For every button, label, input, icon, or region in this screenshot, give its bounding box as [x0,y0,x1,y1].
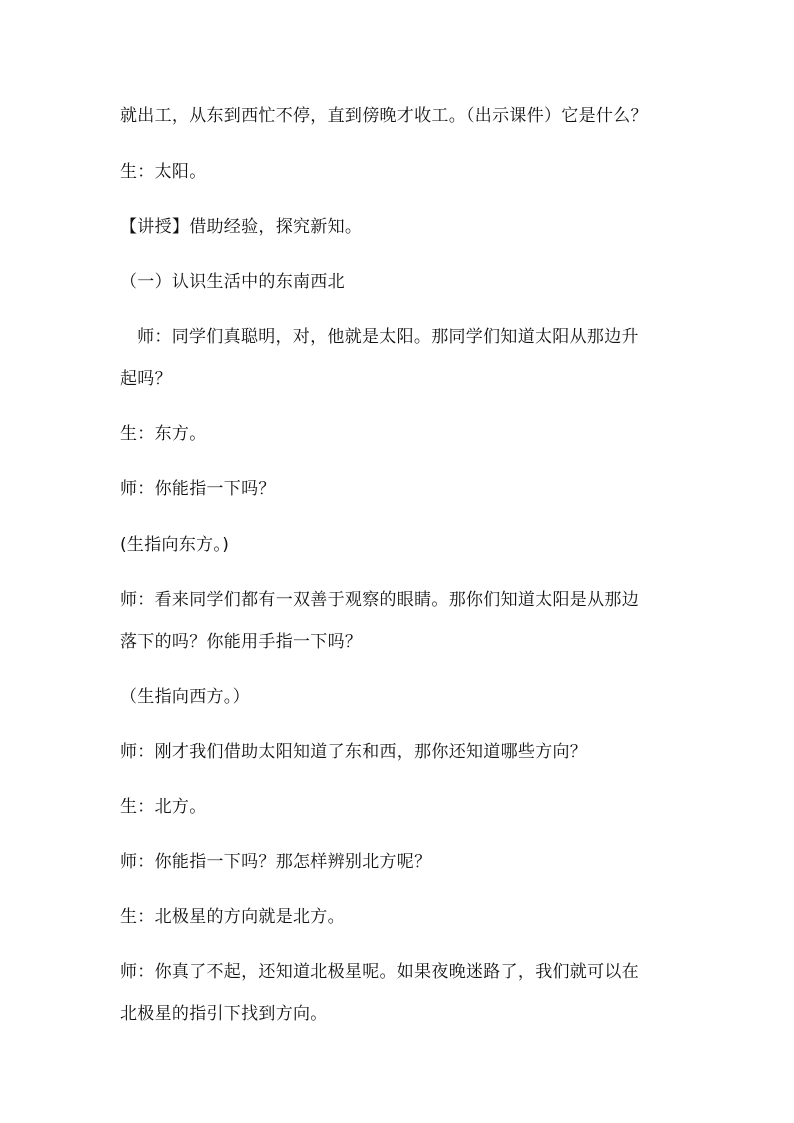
text-line-teacher-point: 师：你能指一下吗？ [120,479,276,499]
text-line-subsection-heading: （一）认识生活中的东南西北 [120,272,345,292]
text-line-student-answer-sun: 生：太阳。 [120,162,207,182]
text-line-teacher-question-4: 师：你能指一下吗？那怎样辨别北方呢？ [120,852,432,872]
text-line-intro: 就出工，从东到西忙不停，直到傍晚才收工。（出示课件）它是什么？ [120,106,648,126]
text-line-student-answer-north: 生：北方。 [120,797,207,817]
text-line-section-heading: 【讲授】借助经验，探究新知。 [120,217,363,237]
text-line-teacher-question-1-cont: 起吗？ [120,369,172,389]
text-line-teacher-praise-cont: 北极星的指引下找到方向。 [120,1004,328,1024]
text-line-student-points-east: (生指向东方。) [120,535,230,555]
text-line-teacher-question-3: 师：刚才我们借助太阳知道了东和西，那你还知道哪些方向？ [120,742,588,762]
text-line-teacher-question-2: 师：看来同学们都有一双善于观察的眼睛。那你们知道太阳是从那边 [120,590,639,610]
text-line-student-answer-east: 生：东方。 [120,424,207,444]
text-line-teacher-question-2-cont: 落下的吗？你能用手指一下吗？ [120,632,363,652]
text-line-teacher-praise: 师：你真了不起，还知道北极星呢。如果夜晚迷路了，我们就可以在 [120,962,639,982]
text-line-student-answer-polaris: 生：北极星的方向就是北方。 [120,907,345,927]
text-line-teacher-question-1: 师：同学们真聪明，对，他就是太阳。那同学们知道太阳从那边升 [120,327,639,347]
text-line-student-points-west: （生指向西方。） [120,687,250,707]
